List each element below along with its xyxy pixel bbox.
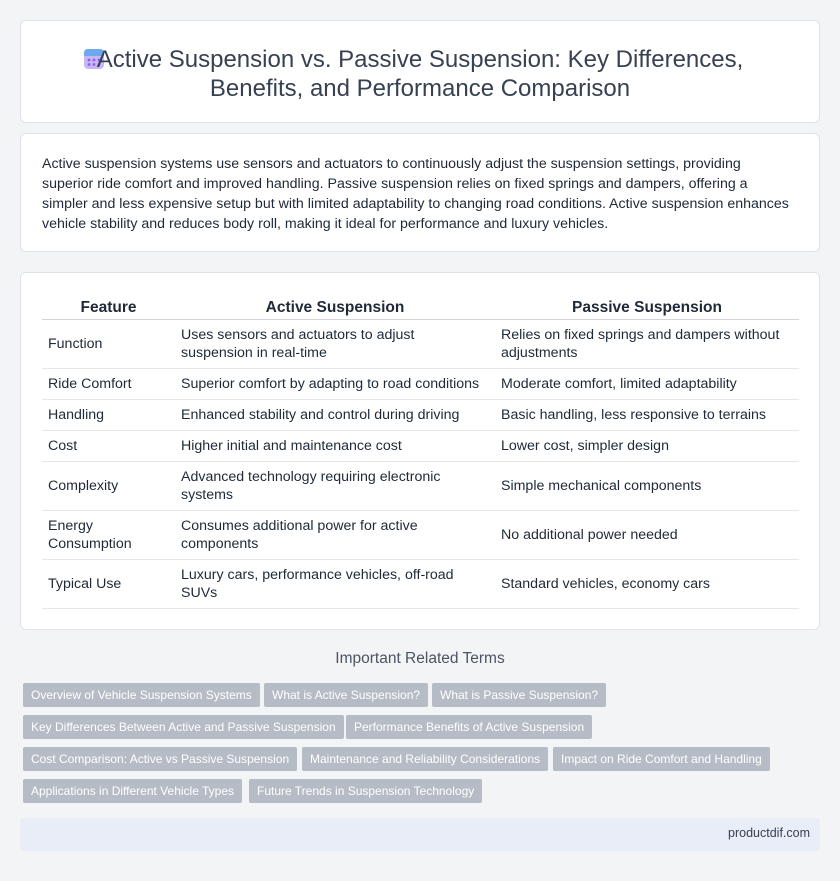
related-tag[interactable]: Overview of Vehicle Suspension Systems bbox=[23, 683, 260, 707]
row-feature: Handling bbox=[42, 399, 175, 430]
header-active: Active Suspension bbox=[175, 295, 495, 319]
comparison-card bbox=[20, 272, 820, 630]
row-passive: Moderate comfort, limited adaptability bbox=[495, 368, 799, 399]
row-passive: Simple mechanical components bbox=[495, 461, 799, 510]
table-row bbox=[42, 559, 799, 608]
row-feature: Function bbox=[42, 319, 175, 368]
row-active: Luxury cars, performance vehicles, off-road SUVs bbox=[175, 559, 495, 608]
row-active: Advanced technology requiring electronic systems bbox=[175, 461, 495, 510]
related-tag[interactable]: Impact on Ride Comfort and Handling bbox=[553, 747, 770, 771]
header-passive: Passive Suspension bbox=[495, 295, 799, 319]
intro-paragraph: Active suspension systems use sensors and actuators to continuously adjust the suspension settings, providing superior ride comfort and improved handling. Passive suspension relies on fixed springs and dampers, offering a simpler and less expensive setup but with limited adaptability to changing road conditions. Active suspension enhances vehicle stability and reduces body roll, making it ideal for performance and luxury vehicles. bbox=[42, 156, 789, 232]
row-passive: Lower cost, simpler design bbox=[495, 430, 799, 461]
related-tag[interactable]: Future Trends in Suspension Technology bbox=[249, 779, 482, 803]
row-feature: Complexity bbox=[42, 461, 175, 510]
header-card bbox=[20, 20, 820, 123]
table-row bbox=[42, 368, 799, 399]
table-row bbox=[42, 430, 799, 461]
related-tag[interactable]: Key Differences Between Active and Passive Suspension bbox=[23, 715, 344, 739]
row-feature: Ride Comfort bbox=[42, 368, 175, 399]
footer bbox=[20, 818, 820, 851]
table-row bbox=[42, 510, 799, 559]
row-active: Enhanced stability and control during driving bbox=[175, 399, 495, 430]
related-tag[interactable]: Performance Benefits of Active Suspension bbox=[346, 715, 592, 739]
row-passive: Relies on fixed springs and dampers without adjustments bbox=[495, 319, 799, 368]
page-title-line1: Active Suspension vs. Passive Suspension: Key Differences, bbox=[96, 46, 744, 73]
related-tag[interactable]: What is Passive Suspension? bbox=[432, 683, 606, 707]
row-active: Uses sensors and actuators to adjust suspension in real-time bbox=[175, 319, 495, 368]
row-active: Higher initial and maintenance cost bbox=[175, 430, 495, 461]
row-feature: Cost bbox=[42, 430, 175, 461]
footer-site-link[interactable]: productdif.com bbox=[728, 826, 810, 840]
related-tag[interactable]: Applications in Different Vehicle Types bbox=[23, 779, 242, 803]
related-tag[interactable]: Maintenance and Reliability Considerations bbox=[302, 747, 548, 771]
row-passive: Standard vehicles, economy cars bbox=[495, 559, 799, 608]
row-feature: Energy Consumption bbox=[42, 510, 175, 559]
related-terms-title: Important Related Terms bbox=[335, 650, 505, 667]
header-feature: Feature bbox=[42, 295, 175, 319]
row-active: Consumes additional power for active components bbox=[175, 510, 495, 559]
row-active: Superior comfort by adapting to road conditions bbox=[175, 368, 495, 399]
related-tag[interactable]: What is Active Suspension? bbox=[264, 683, 428, 707]
table-row bbox=[42, 461, 799, 510]
row-passive: No additional power needed bbox=[495, 510, 799, 559]
table-header-row bbox=[42, 295, 799, 319]
table-row bbox=[42, 319, 799, 368]
related-tag[interactable]: Cost Comparison: Active vs Passive Suspension bbox=[23, 747, 297, 771]
comparison-table bbox=[42, 295, 799, 609]
page-title bbox=[21, 45, 819, 103]
page-title-line2: Benefits, and Performance Comparison bbox=[209, 75, 631, 102]
table-row bbox=[42, 399, 799, 430]
row-feature: Typical Use bbox=[42, 559, 175, 608]
row-passive: Basic handling, less responsive to terrains bbox=[495, 399, 799, 430]
intro-card bbox=[20, 133, 820, 252]
